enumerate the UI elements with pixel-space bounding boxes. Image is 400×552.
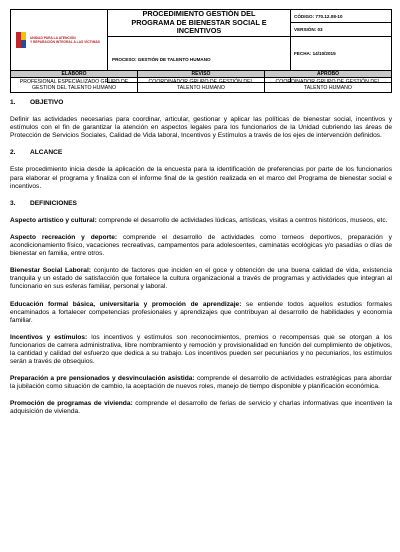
definition-item	[10, 301, 392, 325]
definition-item	[10, 217, 392, 225]
definition-term: Aspecto recreación y deporte:	[10, 233, 118, 241]
logo-mark-icon	[15, 31, 27, 49]
elaboro-value: PROFESIONAL ESPECIALIZADO GRUPO DE GESTION DEL TALENTO HUMANO	[11, 78, 138, 93]
logo-cell	[11, 10, 108, 71]
definition-text: comprende el desarrollo de actividades como torneos deportivos, preparación y acondicionamiento físico, vacaciones recreativas, campamentos para adolescentes, caminatas ecológicas y/o pasadías o días de bienestar en familia, entre otros.	[10, 233, 392, 258]
process-cell: PROCESO: GESTIÓN DE TALENTO HUMANO	[108, 36, 291, 82]
logo-text	[30, 36, 100, 44]
code-cell: CÓDIGO: 770.12.08-10	[291, 10, 392, 23]
title-line3: INCENTIVOS	[176, 26, 222, 36]
logo-text-line2: Y REPARACIÓN INTEGRAL A LAS VÍCTIMAS	[30, 40, 100, 44]
definition-item	[10, 234, 392, 258]
logo-text-line1: UNIDAD PARA LA ATENCIÓN	[30, 35, 76, 40]
section-heading-definiciones	[10, 200, 392, 208]
definition-item	[10, 375, 392, 391]
section-title: DEFINICIONES	[30, 199, 77, 207]
section-heading-objetivo	[10, 99, 392, 107]
definition-item	[10, 267, 392, 291]
definition-text: se entiende todos aquellos estudios formales encaminados a fortalecer competencias profesionales y aprendizajes que contribuyan al desarrollo de habilidades y economía familiar.	[10, 300, 392, 324]
definition-term: Aspecto artístico y cultural:	[10, 216, 97, 224]
definition-term: Educación formal básica, universitaria y promoción de aprendizaje:	[10, 300, 242, 308]
aprobo-value: COORDINADOR GRUPO DE GESTIÓN DEL TALENTO HUMANO	[265, 78, 392, 93]
definition-item	[10, 400, 392, 416]
title-line1: PROCEDIMIENTO GESTIÓN DEL	[142, 9, 256, 18]
section-number: 3.	[10, 199, 16, 207]
reviso-value: COORDINADOR GRUPO DE GESTIÓN DEL TALENTO HUMANO	[138, 78, 265, 93]
definition-text: comprende el desarrollo de ferias de servicio y charlas informativas que incentiven la adquisición de vivienda.	[10, 400, 392, 416]
section-heading-alcance	[10, 149, 392, 157]
alcance-text: Este procedimiento inicia desde la aplicación de la encuesta para la identificación de preferencias por parte de los funcionarios para elaborar el programa y finaliza con el informe final de la gestión realizada en el marco del Programa de bienestar social e incentivos.	[10, 166, 392, 190]
definition-text: comprende el desarrollo de actividades lúdicas, artísticas, visitas a centros históricos, museos, etc.	[96, 216, 388, 224]
document-title	[108, 10, 291, 37]
section-title: ALCANCE	[30, 149, 63, 157]
elaboro-header: ELABORÓ	[11, 71, 138, 78]
definition-text: conjunto de factores que inciden en el goce y obtención de una buena calidad de vida, existencia tranquila y un estado de satisfacción que fortalece la cultura organizacional a través de programas y actividades que integran al funcionario en sus esferas familiar, personal y laboral.	[10, 267, 392, 291]
version-cell: VERSIÓN: 03	[291, 23, 392, 36]
definition-term: Promoción de programas de vivienda:	[10, 400, 133, 408]
reviso-header: REVISÓ	[138, 71, 265, 78]
definition-term: Incentivos y estímulos:	[10, 333, 88, 341]
section-number: 2.	[10, 149, 16, 157]
institution-logo	[13, 31, 105, 49]
date-cell: FECHA: 14/10/2015	[291, 36, 392, 70]
definition-text: comprende el desarrollo de actividades estratégicas para abordar la jubilación como situación de cambio, la aceptación de nuevos roles, manejo de tiempo disponible y planificación económica.	[10, 375, 392, 391]
document-body	[10, 99, 392, 426]
approval-table	[10, 70, 392, 93]
section-number: 1.	[10, 99, 16, 106]
definition-term: Preparación a pre pensionados y desvinculación asistida:	[10, 375, 195, 383]
objetivo-text: Definir las actividades necesarias para coordinar, articular, gestionar y aplicar las políticas de bienestar social, incentivos y estímulos con el fin de garantizar la atención en aspectos legales para los funcionarios de la Unidad cubriendo las áreas de Protección de Servicios Sociales, Calidad de Vida laboral, Incentivos y Estímulos a través de los ejes de intervención definidos.	[10, 116, 392, 140]
aprobo-header: APROBÓ	[265, 71, 392, 78]
definition-term: Bienestar Social Laboral:	[10, 267, 91, 275]
section-title: OBJETIVO	[30, 99, 64, 106]
definition-text: los incentivos y estímulos son reconocimientos, premios o recompensas que se otorgan a los funcionarios de carrera administrativa, libre nombramiento y remoción y provisionalidad en función del cumplimiento de objetivos, la cantidad y calidad del esfuerzo que dedica a su trabajo. Los incentivos pueden ser pecuniarios y no pecuniarios, los estímulos serán a través de obsequios.	[10, 333, 393, 366]
definition-item	[10, 334, 392, 366]
title-line2: PROGRAMA DE BIENESTAR SOCIAL E	[131, 17, 267, 27]
